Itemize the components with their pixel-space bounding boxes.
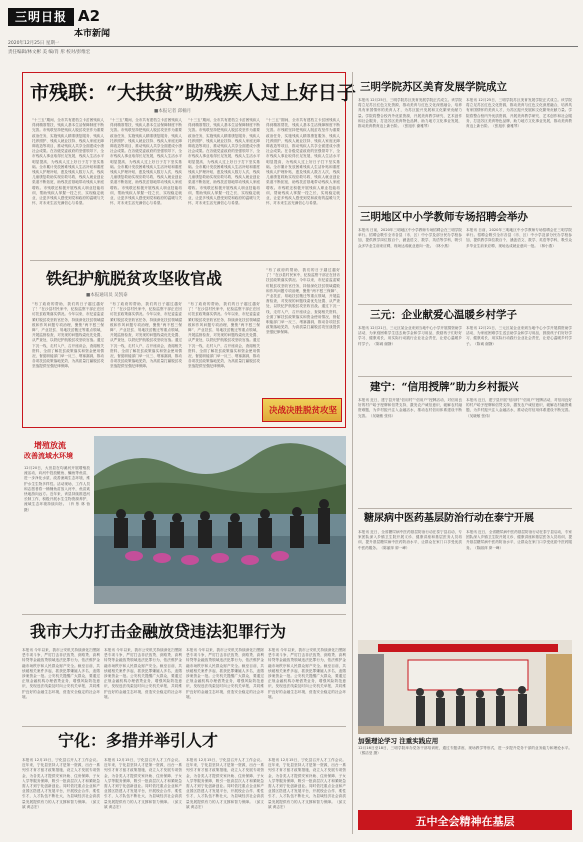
right-story-4-headline: 建宁：“信用授牌”助力乡村振兴 xyxy=(370,381,519,393)
photo-story-title-1: 增殖放流 xyxy=(34,441,66,450)
top-story-divider xyxy=(30,260,340,261)
finance-col-2: 本报讯 今年以来，我市公安机关持续深化扫黑除恶专项斗争，严厉打击非法放贷、套路贷、高利转贷等金融放贷领域违法犯罪行为，依法维护金融市场秩序和人民群众财产安全。截至目前，共侦破相关案件多起，抓获犯罪嫌疑人多名，追缴涉案资金一批。公安机关提醒广大群众，要通过正规金融机构办理借贷业务，增强风险防范意识，发现违法线索及时向公安机关举报，共同维护良好的金融生态环境，营造安全稳定的社会环境。 xyxy=(104,648,182,699)
right-story-5-col-1: 本报讯 近日，全省糖尿病中医药基层防治行动在泰宁县启动，专家团队深入乡镇卫生院开展义诊、健康讲座和基层医务人员培训，提升基层糖尿病中医药防治水平，让群众在家门口享受优质中医药服务。（陈丽萍 廖一峰） xyxy=(358,530,462,550)
right-story-3-headline: 三元：企业献爱心温暖乡村学子 xyxy=(370,309,517,321)
right-story-4-col-1: 本报讯 近日，建宁县开展“信用村”“信用户”授牌活动，对信用良好的村户给予授牌和信贷支持，激发农户诚信意识，破解农村融资难题，为乡村振兴注入金融活水，推动农村信用体系建设不断完善。（吴晓敏 张伟） xyxy=(358,398,462,418)
issue-date: 2020年12月25日 星期一 xyxy=(8,41,60,46)
right-story-4-col-2: 本报讯 近日，建宁县开展“信用村”“信用户”授牌活动，对信用良好的村户给予授牌和信贷支持，激发农户诚信意识，破解农村融资难题，为乡村振兴注入金融活水，推动农村信用体系建设不断完善。（吴晓敏 张伟） xyxy=(466,398,572,418)
right-divider-4 xyxy=(358,508,572,509)
training-class-photo xyxy=(358,640,572,734)
right-divider-3 xyxy=(358,376,572,377)
masthead-rule xyxy=(8,46,578,47)
finance-col-4: 本报讯 今年以来，我市公安机关持续深化扫黑除恶专项斗争，严厉打击非法放贷、套路贷、高利转贷等金融放贷领域违法犯罪行为，依法维护金融市场秩序和人民群众财产安全。截至目前，共侦破相关案件多起，抓获犯罪嫌疑人多名，追缴涉案资金一批。公安机关提醒广大群众，要通过正规金融机构办理借贷业务，增强风险防范意识，发现违法线索及时向公安机关举报，共同维护良好的金融生态环境，营造安全稳定的社会环境。 xyxy=(268,648,346,699)
training-photo-illustration xyxy=(358,640,572,734)
ninghua-prefix: 宁化： xyxy=(58,731,107,750)
masthead xyxy=(8,6,578,46)
photo-story-title-2: 改善流域水环境 xyxy=(24,452,73,460)
ninghua-story-headline xyxy=(58,730,218,752)
top-story-col-2: “十三五”期间，全市共有建档立卡贫困残疾人得到精准帮扶，残疾人基本生活保障制度不断完善。市残联坚持把残疾人脱贫攻坚作为重要政治任务，实施残疾人精准康复服务、残疾人托养照护、残疾人就业扶持、残疾人家庭无障碍改造等项目，推动残疾人共享全面建成小康社会成果。在各级党委政府的坚强领导下，全市残疾人事业取得长足发展，残疾人生活水平明显提高，为残疾人过上好日子打下坚实基础。全市累计发放困难残疾人生活补贴和重度残疾人护理补贴，惠及残疾人数万人次，残疾儿童康复救助实现应救尽救，残疾人就业创业渠道不断拓宽，助残扶贫基地带动残疾人家庭增收。市残联还积极开展残疾人职业技能培训，帮助残疾人掌握一技之长，实现稳定就业，让更多残疾人感受到党和政府的温暖与关怀，对未来生活充满信心与希望。 xyxy=(110,118,182,206)
plenum-spirit-banner xyxy=(358,810,572,830)
ninghua-col-2: 本报讯 12月15日，宁化县召开人才工作会议。近年来，宁化县坚持人才是第一资源，出台一系列引才育才留才政策措施，设立人才发展专项资金，为各类人才提供安家补助、住房保障、子女入学等服务保障，吸引一批高层次人才和紧缺急需人才到宁化创新创业。同时依托重点企业和产业园区搭建人才发展平台，开展校企合作、柔性引才，人才队伍不断壮大，为县域经济社会高质量发展提供有力的人才支撑和智力保障。（邱文斌 黄志宏） xyxy=(104,758,182,809)
right-divider-1 xyxy=(358,206,572,207)
finance-col-3: 本报讯 今年以来，我市公安机关持续深化扫黑除恶专项斗争，严厉打击非法放贷、套路贷、高利转贷等金融放贷领域违法犯罪行为，依法维护金融市场秩序和人民群众财产安全。截至目前，共侦破相关案件多起，抓获犯罪嫌疑人多名，追缴涉案资金一批。公安机关提醒广大群众，要通过正规金融机构办理借贷业务，增强风险防范意识，发现违法线索及时向公安机关举报，共同维护良好的金融生态环境，营造安全稳定的社会环境。 xyxy=(186,648,264,699)
photo-illustration xyxy=(94,436,346,604)
banner-label: 决战决胜脱贫攻坚 xyxy=(268,406,337,416)
training-photo-title: 加强理论学习 注重实践应用 xyxy=(358,737,439,745)
photo-story-caption: 12月20日，大田县在均溪河开展增殖放流活动，向河中投放鲢鱼、鳙鱼等鱼苗，进一步净化水质、改善流域生态环境，维护水生生物多样性。活动现场，工作人员和志愿者将一桶桶鱼苗放入河中，鱼苗欢快地游向远方。近年来，该县持续推进河长制工作，积极开展水生生物资源养护，流域生态环境持续向好。（肖 彤 林 怡 摄） xyxy=(24,466,90,512)
top-story-byline: ■本报记者 邱楠月 xyxy=(154,109,192,114)
finance-story-headline: 我市大力打击金融放贷违法犯罪行为 xyxy=(30,622,287,641)
right-story-5-col-2: 本报讯 近日，全省糖尿病中医药基层防治行动在泰宁县启动，专家团队深入乡镇卫生院开展义诊、健康讲座和基层医务人员培训，提升基层糖尿病中医药防治水平，让群众在家门口享受优质中医药服务。（陈丽萍 廖一峰） xyxy=(466,530,572,550)
ninghua-col-4: 本报讯 12月15日，宁化县召开人才工作会议。近年来，宁化县坚持人才是第一资源，出台一系列引才育才留才政策措施，设立人才发展专项资金，为各类人才提供安家补助、住房保障、子女入学等服务保障，吸引一批高层次人才和紧缺急需人才到宁化创新创业。同时依托重点企业和产业园区搭建人才发展平台，开展校企合作、柔性引才，人才队伍不断壮大，为县域经济社会高质量发展提供有力的人才支撑和智力保障。（邱文斌 黄志宏） xyxy=(268,758,346,809)
top-story-col-1: “十三五”期间，全市共有建档立卡贫困残疾人得到精准帮扶，残疾人基本生活保障制度不断完善。市残联坚持把残疾人脱贫攻坚作为重要政治任务，实施残疾人精准康复服务、残疾人托养照护、残疾人就业扶持、残疾人家庭无障碍改造等项目，推动残疾人共享全面建成小康社会成果。在各级党委政府的坚强领导下，全市残疾人事业取得长足发展，残疾人生活水平明显提高，为残疾人过上好日子打下坚实基础。全市累计发放困难残疾人生活补贴和重度残疾人护理补贴，惠及残疾人数万人次，残疾儿童康复救助实现应救尽救，残疾人就业创业渠道不断拓宽，助残扶贫基地带动残疾人家庭增收。市残联还积极开展残疾人职业技能培训，帮助残疾人掌握一技之长，实现稳定就业，让更多残疾人感受到党和政府的温暖与关怀，对未来生活充满信心与希望。 xyxy=(32,118,104,206)
headline-prefix: 市残联： xyxy=(30,82,107,104)
fish-release-photo xyxy=(94,436,346,604)
right-column-rule xyxy=(352,72,353,834)
right-story-1-col-2: 本报讯 12月25日，三明学院苏区美育发展学院正式成立。该学院将立足苏区红色文化资源，推动美育与红色文化深度融合，培养具有家国情怀的美育人才，为苏区振兴发展和文化繁荣贡献力量。学院将整合校内外优质资源，开展美育教学研究、艺术创作和社会服务，打造苏区美育特色品牌，助力地方文化事业发展，推动美育教育迈上新台阶。（张旭东 谢雅琴） xyxy=(466,98,572,129)
ninghua-col-3: 本报讯 12月15日，宁化县召开人才工作会议。近年来，宁化县坚持人才是第一资源，出台一系列引才育才留才政策措施，设立人才发展专项资金，为各类人才提供安家补助、住房保障、子女入学等服务保障，吸引一批高层次人才和紧缺急需人才到宁化创新创业。同时依托重点企业和产业园区搭建人才发展平台，开展校企合作、柔性引才，人才队伍不断壮大，为县域经济社会高质量发展提供有力的人才支撑和智力保障。（邱文斌 黄志宏） xyxy=(186,758,264,809)
page-number: A2 xyxy=(78,7,101,25)
ninghua-main: 多措并举引人才 xyxy=(106,731,219,750)
right-story-5-headline: 糖尿病中医药基层防治行动在泰宁开展 xyxy=(364,513,534,524)
anti-poverty-banner xyxy=(262,398,342,422)
right-story-3-col-1: 本报讯 12月21日，三元区某企业来到当地中心小学开展捐资助学活动，为家庭困难学生送去助学金和学习用品，鼓励孩子们好好学习、健康成长，用实际行动践行企业社会责任，让爱心温暖乡村学子。（陈诚 谢静） xyxy=(358,326,462,346)
training-photo-caption: 12月16日至18日，三明学院举办党务干部培训班，通过专题讲座、现场教学等形式，进一步提升党务干部的业务能力和理论水平。（熊洁莹 摄） xyxy=(358,746,572,756)
masthead-logo: 三明日报 xyxy=(8,8,74,26)
ninghua-col-1: 本报讯 12月15日，宁化县召开人才工作会议。近年来，宁化县坚持人才是第一资源，出台一系列引才育才留才政策措施，设立人才发展专项资金，为各类人才提供安家补助、住房保障、子女入学等服务保障，吸引一批高层次人才和紧缺急需人才到宁化创新创业。同时依托重点企业和产业园区搭建人才发展平台，开展校企合作、柔性引才，人才队伍不断壮大，为县域经济社会高质量发展提供有力的人才支撑和智力保障。（邱文斌 黄志宏） xyxy=(22,758,100,809)
headline-main: “大扶贫”助残疾人过上好日子 xyxy=(106,82,356,104)
right-story-3-col-2: 本报讯 12月21日，三元区某企业来到当地中心小学开展捐资助学活动，为家庭困难学生送去助学金和学习用品，鼓励孩子们好好学习、健康成长，用实际行动践行企业社会责任，让爱心温暖乡村学子。（陈诚 谢静） xyxy=(466,326,572,346)
section-name: 本市新闻 xyxy=(74,29,111,39)
discipline-col-2: “有了政府的帮助，我们的日子越过越好了！”在沙县村民家中，纪检监察干部正在回访扶贫政策落实情况。今年以来，市纪委监委紧盯脱贫攻坚收官任务，持续深化扶贫领域腐败和作风问题专项治理，聚焦“两不愁三保障”、产业扶贫、易地扶贫搬迁等重点领域，开展监督检查，对发现的问题线索优先处置、从严查处，以铁纪护航脱贫攻坚收官战。通过下沉一线，走村入户，召开座谈会，查阅相关资料，全面了解扶贫政策落实和资金使用情况，督促职能部门举一反三、堵塞漏洞，推动各项扶贫政策落地见效，为高质量打赢脱贫攻坚战提供坚强纪律保障。 xyxy=(110,302,182,369)
top-story-headline xyxy=(30,80,356,106)
right-story-2-col-2: 本报讯 日前，2020年三明地区中小学教师专场招聘会在三明学院举行。招聘会吸引全市各县（市、区）中小学及部分民办学校参加，提供教学岗位数百个，涵盖语文、数学、英语等学科，吸引众多毕业生前来应聘，现场达成就业意向一批。（林小燕） xyxy=(466,228,572,248)
lower-divider xyxy=(22,726,346,727)
discipline-col-1: “有了政府的帮助，我们的日子越过越好了！”在沙县村民家中，纪检监察干部正在回访扶贫政策落实情况。今年以来，市纪委监委紧盯脱贫攻坚收官任务，持续深化扶贫领域腐败和作风问题专项治理，聚焦“两不愁三保障”、产业扶贫、易地扶贫搬迁等重点领域，开展监督检查，对发现的问题线索优先处置、从严查处，以铁纪护航脱贫攻坚收官战。通过下沉一线，走村入户，召开座谈会，查阅相关资料，全面了解扶贫政策落实和资金使用情况，督促职能部门举一反三、堵塞漏洞，推动各项扶贫政策落地见效，为高质量打赢脱贫攻坚战提供坚强纪律保障。 xyxy=(32,302,104,369)
discipline-col-3: “有了政府的帮助，我们的日子越过越好了！”在沙县村民家中，纪检监察干部正在回访扶贫政策落实情况。今年以来，市纪委监委紧盯脱贫攻坚收官任务，持续深化扶贫领域腐败和作风问题专项治理，聚焦“两不愁三保障”、产业扶贫、易地扶贫搬迁等重点领域，开展监督检查，对发现的问题线索优先处置、从严查处，以铁纪护航脱贫攻坚收官战。通过下沉一线，走村入户，召开座谈会，查阅相关资料，全面了解扶贫政策落实和资金使用情况，督促职能部门举一反三、堵塞漏洞，推动各项扶贫政策落地见效，为高质量打赢脱贫攻坚战提供坚强纪律保障。 xyxy=(188,302,260,369)
discipline-story-byline: ■本报通讯员 吴凯泰 xyxy=(86,293,128,298)
discipline-col-4: “有了政府的帮助，我们的日子越过越好了！”在沙县村民家中，纪检监察干部正在回访扶贫政策落实情况。今年以来，市纪委监委紧盯脱贫攻坚收官任务，持续深化扶贫领域腐败和作风问题专项治理，聚焦“两不愁三保障”、产业扶贫、易地扶贫搬迁等重点领域，开展监督检查，对发现的问题线索优先处置、从严查处，以铁纪护航脱贫攻坚收官战。通过下沉一线，走村入户，召开座谈会，查阅相关资料，全面了解扶贫政策落实和资金使用情况，督促职能部门举一反三、堵塞漏洞，推动各项扶贫政策落地见效，为高质量打赢脱贫攻坚战提供坚强纪律保障。 xyxy=(266,268,340,335)
top-story-col-3: “十三五”期间，全市共有建档立卡贫困残疾人得到精准帮扶，残疾人基本生活保障制度不断完善。市残联坚持把残疾人脱贫攻坚作为重要政治任务，实施残疾人精准康复服务、残疾人托养照护、残疾人就业扶持、残疾人家庭无障碍改造等项目，推动残疾人共享全面建成小康社会成果。在各级党委政府的坚强领导下，全市残疾人事业取得长足发展，残疾人生活水平明显提高，为残疾人过上好日子打下坚实基础。全市累计发放困难残疾人生活补贴和重度残疾人护理补贴，惠及残疾人数万人次，残疾儿童康复救助实现应救尽救，残疾人就业创业渠道不断拓宽，助残扶贫基地带动残疾人家庭增收。市残联还积极开展残疾人职业技能培训，帮助残疾人掌握一技之长，实现稳定就业，让更多残疾人感受到党和政府的温暖与关怀，对未来生活充满信心与希望。 xyxy=(188,118,260,206)
finance-col-1: 本报讯 今年以来，我市公安机关持续深化扫黑除恶专项斗争，严厉打击非法放贷、套路贷、高利转贷等金融放贷领域违法犯罪行为，依法维护金融市场秩序和人民群众财产安全。截至目前，共侦破相关案件多起，抓获犯罪嫌疑人多名，追缴涉案资金一批。公安机关提醒广大群众，要通过正规金融机构办理借贷业务，增强风险防范意识，发现违法线索及时向公安机关举报，共同维护良好的金融生态环境，营造安全稳定的社会环境。 xyxy=(22,648,100,699)
top-story-col-4: “十三五”期间，全市共有建档立卡贫困残疾人得到精准帮扶，残疾人基本生活保障制度不断完善。市残联坚持把残疾人脱贫攻坚作为重要政治任务，实施残疾人精准康复服务、残疾人托养照护、残疾人就业扶持、残疾人家庭无障碍改造等项目，推动残疾人共享全面建成小康社会成果。在各级党委政府的坚强领导下，全市残疾人事业取得长足发展，残疾人生活水平明显提高，为残疾人过上好日子打下坚实基础。全市累计发放困难残疾人生活补贴和重度残疾人护理补贴，惠及残疾人数万人次，残疾儿童康复救助实现应救尽救，残疾人就业创业渠道不断拓宽，助残扶贫基地带动残疾人家庭增收。市残联还积极开展残疾人职业技能培训，帮助残疾人掌握一技之长，实现稳定就业，让更多残疾人感受到党和政府的温暖与关怀，对未来生活充满信心与希望。 xyxy=(266,118,340,206)
discipline-story-headline: 铁纪护航脱贫攻坚收官战 xyxy=(46,269,223,288)
right-story-1-col-1: 本报讯 12月25日，三明学院苏区美育发展学院正式成立。该学院将立足苏区红色文化资源，推动美育与红色文化深度融合，培养具有家国情怀的美育人才，为苏区振兴发展和文化繁荣贡献力量。学院将整合校内外优质资源，开展美育教学研究、艺术创作和社会服务，打造苏区美育特色品牌，助力地方文化事业发展，推动美育教育迈上新台阶。（张旭东 谢雅琴） xyxy=(358,98,462,129)
editor-line: 责任编辑/林文彬 美 编/肖 彤 校对/彭维宏 xyxy=(8,50,91,55)
right-divider-2 xyxy=(358,304,572,305)
right-story-2-headline: 三明地区中小学教师专场招聘会举办 xyxy=(360,211,528,223)
right-story-1-headline: 三明学院苏区美育发展学院成立 xyxy=(360,81,507,93)
plenum-banner-label: 五中全会精神在基层 xyxy=(415,815,515,828)
mid-divider xyxy=(22,614,346,615)
right-story-2-col-1: 本报讯 日前，2020年三明地区中小学教师专场招聘会在三明学院举行。招聘会吸引全市各县（市、区）中小学及部分民办学校参加，提供教学岗位数百个，涵盖语文、数学、英语等学科，吸引众多毕业生前来应聘，现场达成就业意向一批。（林小燕） xyxy=(358,228,462,248)
photo-story-caption-block xyxy=(22,440,92,610)
